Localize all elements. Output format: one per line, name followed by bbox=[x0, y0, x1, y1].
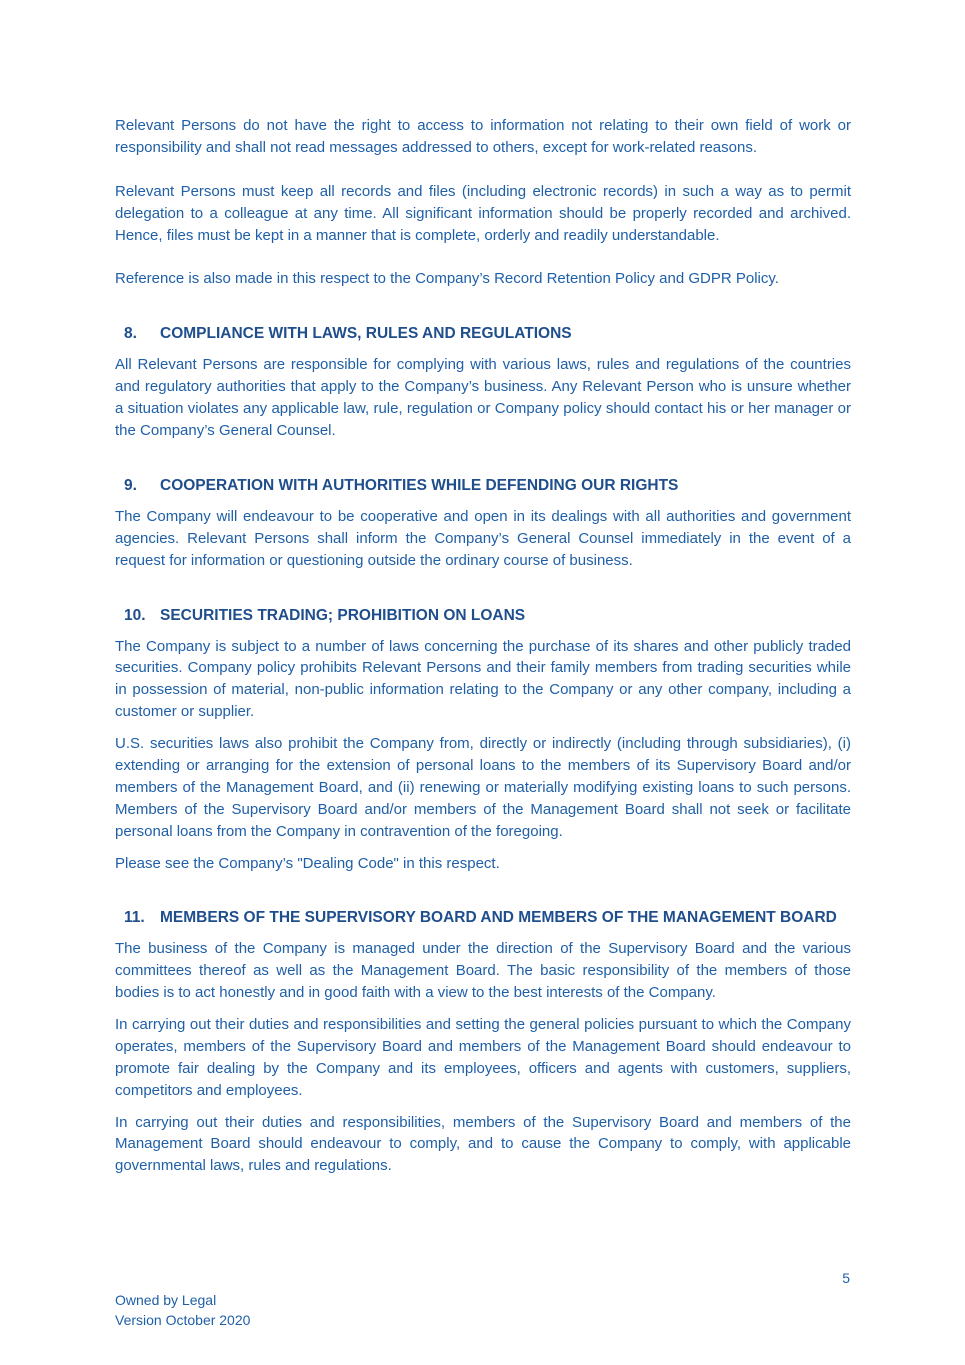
section-paragraph: The Company will endeavour to be cooperative and open in its dealings with all authorities and government agencies. Relevant Persons shall inform the Company’s General Counsel immediately in the event of a request for information or questioning outside the ordinary course of business. bbox=[115, 507, 851, 569]
section-paragraph: The business of the Company is managed under the direction of the Supervisory Board and the various committees thereof as well as the Management Board. The basic responsibility of the members of those bodies is to act honestly and in good faith with a view to the best interests of the Company. bbox=[115, 940, 851, 1002]
intro-paragraph-2: Relevant Persons must keep all records and files (including electronic records) in such a way as to permit delegation to a colleague at any time. All significant information should be properly recorded and archived. Hence, files must be kept in a manner that is complete, orderly and readily understandable. bbox=[115, 182, 851, 244]
section-heading bbox=[115, 474, 851, 498]
section-paragraph: In carrying out their duties and responsibilities, members of the Supervisory Board and members of the Management Board should endeavour to comply, and to cause the Company to comply, with applicable governmental laws, rules and regulations. bbox=[115, 1113, 851, 1175]
section-paragraph: All Relevant Persons are responsible for complying with various laws, rules and regulations of the countries and regulatory authorities that apply to the Company’s business. Any Relevant Person who is unsure whether a situation violates any applicable law, rule, regulation or Company policy should contact his or her manager or the Company’s General Counsel. bbox=[115, 356, 851, 439]
section-heading bbox=[115, 604, 851, 628]
page-number: 5 bbox=[842, 1270, 850, 1286]
section-title: SECURITIES TRADING; PROHIBITION ON LOANS bbox=[160, 606, 526, 624]
section-paragraph: The Company is subject to a number of laws concerning the purchase of its shares and other publicly traded securities. Company policy prohibits Relevant Persons and their family members from trading securities while in possession of material, non-public information relating to the Company or any other company, including a customer or supplier. bbox=[115, 637, 851, 721]
section-heading bbox=[115, 322, 851, 346]
section-title: COOPERATION WITH AUTHORITIES WHILE DEFENDING OUR RIGHTS bbox=[160, 476, 679, 494]
intro-paragraph-1: Relevant Persons do not have the right to access to information not relating to their own field of work or responsibility and shall not read messages addressed to others, except for work-related reasons. bbox=[115, 117, 851, 156]
section-number: 9. bbox=[124, 476, 137, 494]
section-paragraph: Please see the Company’s "Dealing Code" in this respect. bbox=[115, 854, 500, 872]
section-8 bbox=[115, 322, 851, 442]
section-number: 10. bbox=[124, 606, 146, 624]
section-paragraph: U.S. securities laws also prohibit the Company from, directly or indirectly (including through subsidiaries), (i) extending or arranging for the extension of personal loans to the members of its Supervisory Board and/or members of the Management Board, and (ii) renewing or materially modifying existing loans to such persons. Members of the Supervisory Board and/or members of the Management Board shall not seek or facilitate personal loans from the Company in contravention of the foregoing. bbox=[115, 735, 851, 840]
section-paragraph: In carrying out their duties and responsibilities and setting the general policies pursuant to which the Company operates, members of the Supervisory Board and members of the Management Board should endeavour to promote fair dealing by the Company and its employees, officers and agents with customers, suppliers, competitors and employees. bbox=[115, 1016, 851, 1099]
section-number: 11. bbox=[124, 909, 145, 927]
document-page bbox=[115, 115, 851, 1177]
footer bbox=[115, 1290, 250, 1330]
section-9 bbox=[115, 474, 851, 572]
section-number: 8. bbox=[124, 325, 137, 343]
intro-paragraph-3: Reference is also made in this respect to the Company’s Record Retention Policy and GDPR Policy. bbox=[115, 270, 779, 288]
section-title: MEMBERS OF THE SUPERVISORY BOARD AND MEMBERS OF THE MANAGEMENT BOARD bbox=[160, 909, 837, 927]
section-heading bbox=[115, 906, 851, 930]
footer-owner: Owned by Legal bbox=[115, 1292, 217, 1308]
section-11 bbox=[115, 906, 851, 1177]
section-title: COMPLIANCE WITH LAWS, RULES AND REGULATIONS bbox=[160, 325, 572, 343]
section-10 bbox=[115, 604, 851, 875]
footer-version: Version October 2020 bbox=[115, 1312, 251, 1328]
